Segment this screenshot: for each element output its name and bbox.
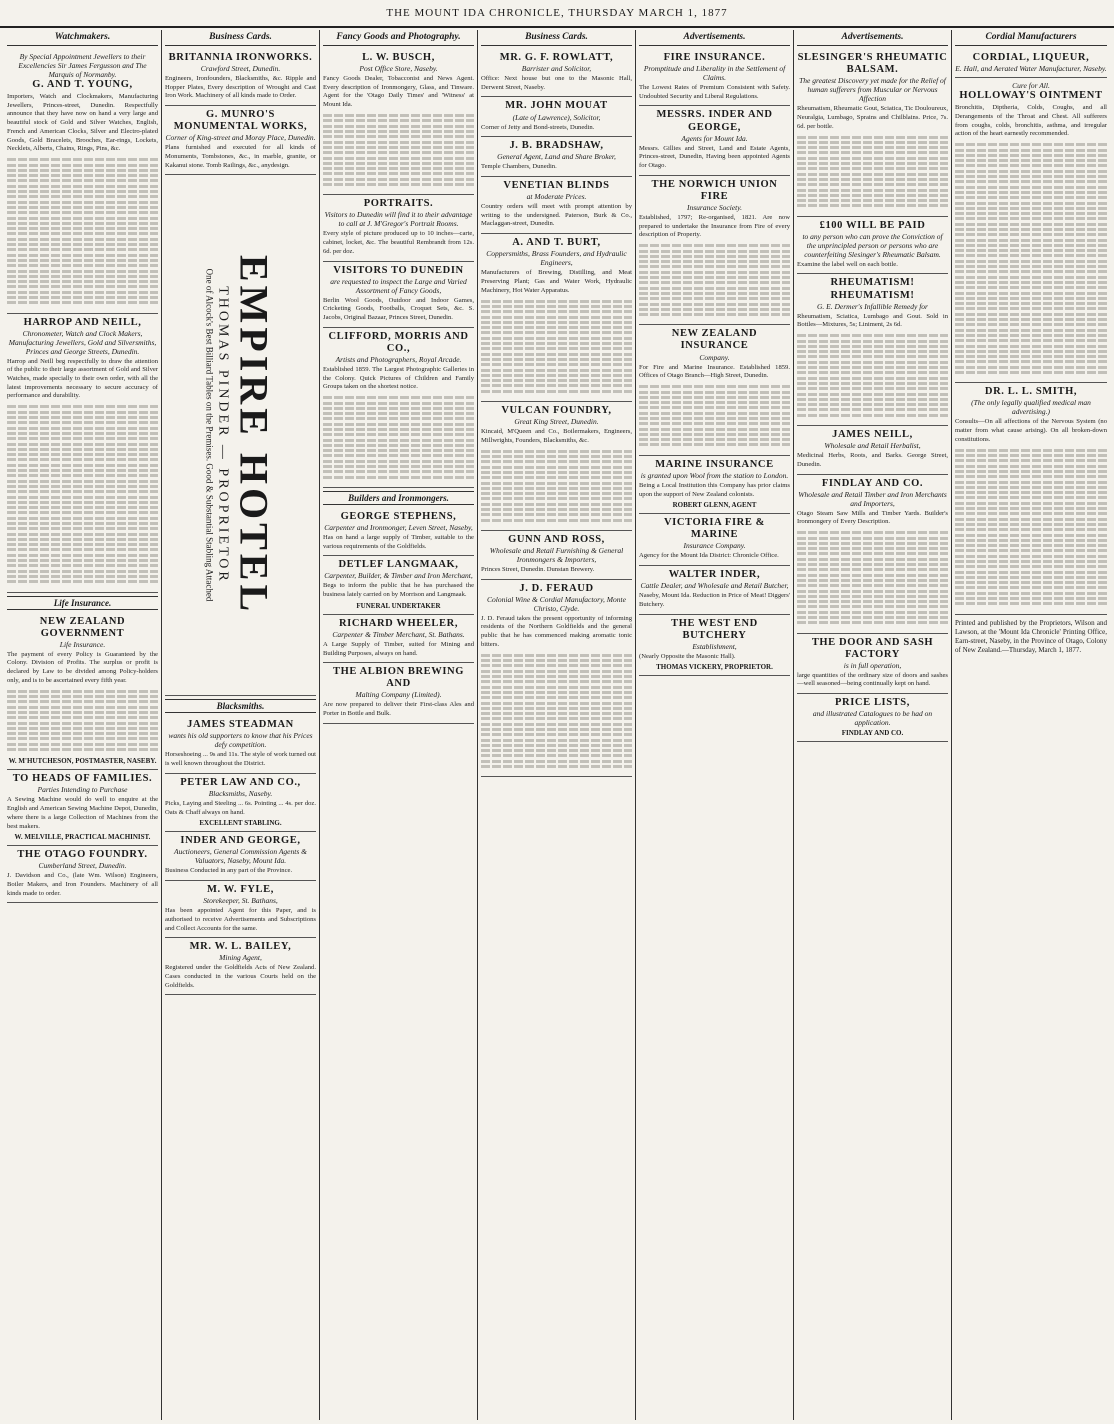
text-lines <box>481 650 632 773</box>
advert-title: RHEUMATISM! RHEUMATISM! <box>830 277 915 301</box>
advert-body: Plans furnished and executed for all kinds of Monuments, Tombstones, &c., in marble, granite, or Kakanui stone. Tomb Railings, &c., anydesign. <box>165 144 316 169</box>
advert-sub: wants his old supporters to know that his Prices defy competition. <box>168 731 313 750</box>
advert-title: PRICE LISTS, <box>835 697 910 709</box>
advert-sub: Mining Agent, <box>219 953 262 963</box>
advert-nz-insurance <box>639 325 790 455</box>
advert-title: CORDIAL, LIQUEUR, <box>972 52 1090 63</box>
advert-sub: is in full operation, <box>843 660 902 670</box>
advert-west-end <box>639 615 790 677</box>
section-label: Blacksmiths. <box>165 699 316 713</box>
column-heading: Cordial Manufacturers <box>955 30 1107 46</box>
advert-title: NEW ZEALAND GOVERNMENT <box>39 615 126 639</box>
advert-sub: Cattle Dealer, and Wholesale and Retail Butcher, <box>640 581 789 591</box>
advert-sub: Crawford Street, Dunedin. <box>200 64 281 74</box>
advert-munro <box>165 106 316 175</box>
advert-body: Princes Street, Dunedin. Dunstan Brewery. <box>481 565 595 573</box>
advert-sub: Malting Company (Limited). <box>355 690 442 700</box>
advert-sub: Establishment, <box>692 641 737 651</box>
advert-body: The payment of every Policy is Guaranteed by the Colony. Division of Profits. The surplus or profit is declared by Law to be divided among Policy-holders only, and is to be ascertained every fifth year. <box>7 650 158 684</box>
advert-bradshaw <box>481 137 632 177</box>
advert-clifford <box>323 328 474 488</box>
advert-norwich <box>639 176 790 326</box>
advert-body: Registered under the Goldfields Acts of New Zealand. Cases conducted in the various Courts held on the Goldfields. <box>165 964 316 989</box>
text-lines <box>7 686 158 756</box>
advert-title: JAMES STEADMAN <box>187 719 294 731</box>
text-lines <box>481 445 632 525</box>
advert-sewing-machine <box>7 770 158 846</box>
advert-sub: Wholesale and Retail Herbalist, <box>824 441 921 451</box>
column-7 <box>952 30 1110 1420</box>
advert-title: RICHARD WHEELER, <box>338 617 459 629</box>
advert-title: G. MUNRO'S MONUMENTAL WORKS, <box>173 109 308 133</box>
advert-albion <box>323 663 474 724</box>
advert-wheeler <box>323 615 474 663</box>
advert-otago-foundry <box>7 846 158 903</box>
advert-sub: Corner of King-street and Moray Place, Dunedin. <box>165 133 316 143</box>
advert-body: Examine the label well on each bottle. <box>797 260 898 268</box>
advert-foot: EXCELLENT STABLING. <box>199 819 282 828</box>
advert-body: Picks, Laying and Steeling ... 6s. Pointing ... 4s. per doz. Oats & Chaff always on hand. <box>165 799 316 816</box>
advert-body: Importers, Watch and Clockmakers, Manufacturing Jewellers, Princes-street, Dunedin. Respectfully announce that they have now on hand a very large and beautiful stock of Gold and Silver Watches, English, French and American Clocks, Silver and Electro-plated Goods, Gold Bracelets, Brooches, Ear-rings, Lockets, Necklets, Alberts, Chains, Rings, Pins, &c. <box>7 93 158 153</box>
advert-sub: Auctioneers, General Commission Agents & Valuators, Naseby, Mount Ida. <box>174 847 307 866</box>
advert-feraud <box>481 580 632 778</box>
advert-sub: Great King Street, Dunedin. <box>514 417 599 427</box>
column-5 <box>636 30 794 1420</box>
advert-body: Harrop and Neill beg respectfully to draw the attention of the public to their large assortment of Gold and Silver Watches, made specially to their own order, with all the latest improvements necessary to secure accuracy of performance and durability. <box>7 357 158 400</box>
advert-title: THE ALBION BREWING AND <box>333 666 464 690</box>
advert-title: MR. G. F. ROWLATT, <box>499 52 614 63</box>
advert-body: Bronchitis, Diptheria, Colds, Coughs, and all Derangements of the Throat and Chest. All sufferers from coughs, colds, bronchitis, asthma, and irregular action of the heart earnestly recommended. <box>955 104 1107 138</box>
advert-sub: The greatest Discovery yet made for the Relief of human sufferers from Muscular or Nervous Affection <box>799 76 946 104</box>
advert-foot: FUNERAL UNDERTAKER <box>356 601 441 610</box>
advert-title: THE NORWICH UNION FIRE <box>651 178 778 202</box>
advert-sub: to any person who can prove the Conviction of the unprincipled person or persons who are counterfeiting Slesinger's Rheumatic Balsam. <box>802 231 943 259</box>
advert-title: JAMES NEILL, <box>832 429 913 441</box>
advert-sub: (Late of Lawrence), Solicitor, <box>512 112 601 122</box>
advert-langmaak <box>323 556 474 614</box>
column-3 <box>320 30 478 1420</box>
column-heading: Advertisements. <box>797 30 948 46</box>
advert-busch <box>323 49 474 195</box>
advert-title: PETER LAW AND CO., <box>180 776 301 788</box>
advert-sub: Wholesale and Retail Furnishing & General Ironmongers & Importers, <box>489 545 624 564</box>
advert-dermer <box>797 274 948 426</box>
text-lines <box>323 392 474 483</box>
advert-body: A Sewing Machine would do well to enquire at the English and American Sewing Machine Depot, Dunedin, where there is a large Collection of Machines from the best makers. <box>7 796 158 830</box>
advert-title: VENETIAN BLINDS <box>503 180 610 191</box>
column-heading: Business Cards. <box>165 30 316 46</box>
advert-body: (Nearly Opposite the Masonic Hall). <box>639 652 736 660</box>
advert-body: Temple Chambers, Dunedin. <box>481 163 557 171</box>
advert-young <box>7 49 158 314</box>
advert-holloway <box>955 78 1107 383</box>
advert-body: For Fire and Marine Insurance. Established 1859. Offices of Otago Branch—High Street, Dunedin. <box>639 363 790 380</box>
advert-title: PORTRAITS. <box>363 198 434 210</box>
text-lines <box>797 527 948 629</box>
advert-body: Berlin Wool Goods, Outdoor and Indoor Games, Cricketing Goods, Footballs, Croquet Sets, &c. S. Jacobs, Original Bazaar, Princes Street, Dunedin. <box>323 296 474 321</box>
text-lines <box>797 131 948 211</box>
advert-britannia <box>165 49 316 106</box>
section-label: Builders and Ironmongers. <box>323 491 474 505</box>
advert-victoria <box>639 514 790 566</box>
advert-body: Has been appointed Agent for this Paper, and is authorised to receive Advertisements and Subscriptions and Collect Accounts for the same. <box>165 907 316 932</box>
advert-foot: THOMAS VICKERY, PROPRIETOR. <box>656 663 773 672</box>
masthead-title: THE MOUNT IDA CHRONICLE, THURSDAY MARCH 1, 1877 <box>386 7 728 19</box>
advert-body: J. D. Feraud takes the present opportunity of informing residents of the Northern Goldfields and the general public that he has commenced making aromatic tonic bitters. <box>481 614 632 648</box>
advert-body: Every style of picture produced up to 10 inches—carte, cabinet, locket, &c. The beautiful Rembrandt from 12s. 6d. per doz. <box>323 230 474 255</box>
advert-title: VICTORIA FIRE & MARINE <box>664 517 765 541</box>
advert-title: MR. W. L. BAILEY, <box>189 941 292 953</box>
advert-body: The Lowest Rates of Premium Consistent with Safety. Undoubted Security and Liberal Regulations. <box>639 84 790 100</box>
advert-sub: Wholesale and Retail Timber and Iron Merchants and Importers, <box>798 489 947 508</box>
advert-sub: Parties Intending to Purchase <box>37 785 128 795</box>
advert-body: Established 1859. The Largest Photographic Galleries in the Colony. Quick Pictures of Children and Family Groups taken on the shortest notice. <box>323 365 474 391</box>
advert-title: G. AND T. YOUNG, <box>32 79 133 90</box>
advert-visitors <box>323 262 474 328</box>
advert-sub: Blacksmiths, Naseby. <box>208 788 273 798</box>
advert-findlay <box>797 475 948 634</box>
advert-sub: By Special Appointment Jewellers to their Excellencies Sir James Fergusson and The Marquis of Normanby. <box>18 52 147 79</box>
advert-sub: Barrister and Solicitor, <box>521 64 592 74</box>
advert-title: THE OTAGO FOUNDRY. <box>17 849 148 861</box>
advert-body: Naseby, Mount Ida. Reduction in Price of Meat! Diggers' Butchery. <box>639 592 790 608</box>
advert-sub: Coppersmiths, Brass Founders, and Hydraulic Engineers, <box>486 249 627 268</box>
advert-portraits <box>323 195 474 261</box>
advert-sub: Promptitude and Liberality in the Settlement of Claims. <box>643 64 786 83</box>
advert-title: FINDLAY AND CO. <box>821 477 924 489</box>
advert-stephens <box>323 508 474 556</box>
advert-title: FIRE INSURANCE. <box>663 52 766 63</box>
advert-foot: W. MELVILLE, PRACTICAL MACHINIST. <box>14 833 151 842</box>
advert-body: large quantities of the ordinary size of doors and sashes—well seasoned—being continually kept on hand. <box>797 671 948 688</box>
advert-marine <box>639 456 790 514</box>
advert-title: J. D. FERAUD <box>519 582 594 594</box>
advert-title: £100 WILL BE PAID <box>819 219 926 231</box>
newspaper-columns <box>4 30 1110 1420</box>
advert-body: Are now prepared to deliver their First-class Ales and Porter in Bottle and Bulk. <box>323 701 474 718</box>
advert-body: A Large Supply of Timber, suited for Mining and Building Purposes, always on hand. <box>323 640 474 657</box>
advert-sub: Insurance Company. <box>683 541 746 551</box>
advert-sub: Insurance Society. <box>687 202 742 212</box>
advert-empire-hotel <box>165 175 316 696</box>
advert-door-sash <box>797 634 948 695</box>
advert-gunn-ross <box>481 531 632 580</box>
advert-sub: Company. <box>699 352 730 362</box>
advert-body: Medicinal Herbs, Roots, and Barks. George Street, Dunedin. <box>797 452 948 468</box>
advert-title: BRITANNIA IRONWORKS. <box>168 52 313 63</box>
advert-body: Has on hand a large supply of Timber, suitable to the various requirements of the Goldfields. <box>323 534 474 550</box>
text-lines <box>323 110 474 190</box>
advert-sub: Colonial Wine & Cordial Manufactory, Monte Christo, Clyde. <box>487 594 626 613</box>
column-heading: Advertisements. <box>639 30 790 46</box>
advert-title: HARROP AND NEILL, <box>23 316 142 328</box>
section-label: Life Insurance. <box>7 596 158 610</box>
advert-title: DETLEF LANGMAAK, <box>338 559 459 571</box>
advert-body: Agency for the Mount Ida District: Chronicle Office. <box>639 552 779 560</box>
text-lines <box>639 381 790 451</box>
text-lines <box>797 330 948 421</box>
advert-sub: Carpenter, Builder, & Timber and Iron Merchant, <box>324 571 473 581</box>
text-lines <box>7 154 158 309</box>
advert-body: Being a Local Institution this Company has prior claims upon the support of New Zealand colonists. <box>639 481 790 498</box>
advert-sub: Life Insurance. <box>59 639 106 649</box>
advert-foot: FINDLAY AND CO. <box>841 729 904 738</box>
advert-title: NEW ZEALAND INSURANCE <box>671 328 758 352</box>
advert-walter-inder <box>639 566 790 614</box>
advert-sub: G. E. Dermer's Infallible Remedy for <box>817 301 928 311</box>
advert-title: MARINE INSURANCE <box>655 458 774 470</box>
advert-title: TO HEADS OF FAMILIES. <box>12 773 153 785</box>
advert-hall-cordial <box>955 49 1107 78</box>
advert-sub: Cure for All. <box>1012 81 1050 91</box>
hotel-details: One of Alcock's Best Billiard Tables on the Premises. Good & Substantial Stabling Attached <box>204 269 214 602</box>
advert-sub: Chronometer, Watch and Clock Makers, Manufacturing Jewellers, Gold and Silversmiths, Princes and George Streets, Dunedin. <box>8 328 157 356</box>
advert-title: GEORGE STEPHENS, <box>340 510 457 522</box>
advert-sub: Post Office Store, Naseby. <box>359 64 438 74</box>
column-6 <box>794 30 952 1420</box>
column-4 <box>478 30 636 1420</box>
advert-sub: at Moderate Prices. <box>526 192 587 202</box>
advert-title: THE DOOR AND SASH FACTORY <box>811 636 934 660</box>
advert-sub: Carpenter & Timber Merchant, St. Bathans. <box>332 629 465 639</box>
masthead <box>0 0 1114 28</box>
advert-title: INDER AND GEORGE, <box>180 835 301 847</box>
advert-body: Fancy Goods Dealer, Tobacconist and News Agent. Every description of Ironmongery, Glass, and Tinware. Agent for the 'Otago Daily Times' and 'Witness' at Mount Ida. <box>323 75 474 109</box>
advert-sub: General Agent, Land and Share Broker, <box>497 152 616 162</box>
advert-sub: Storekeeper, St. Bathans, <box>203 896 278 906</box>
advert-title: A. AND T. BURT, <box>512 237 601 249</box>
advert-sub: is granted upon Wool from the station to London. <box>640 470 789 480</box>
advert-fire-insurance <box>639 49 790 106</box>
advert-body: Manufacturers of Brewing, Distilling, and Meat Preserving Plant; Gas and Water Work, Hydraulic Machinery, Hot Water Apparatus. <box>481 269 632 294</box>
column-heading: Fancy Goods and Photography. <box>323 30 474 46</box>
advert-body: Messrs. Gillies and Street, Land and Estate Agents, Princes-street, Dunedin, Having been appointed Agents for Otago. <box>639 144 790 169</box>
column-heading: Business Cards. <box>481 30 632 46</box>
advert-sub: are requested to inspect the Large and Varied Assortment of Fancy Goods, <box>330 276 467 295</box>
advert-burt <box>481 234 632 402</box>
advert-body: Kincaid, M'Queen and Co., Boilermakers, Engineers, Millwrights, Founders, Blacksmiths, &c. <box>481 428 632 444</box>
advert-harrop <box>7 314 158 593</box>
advert-vulcan <box>481 402 632 531</box>
advert-title: WALTER INDER, <box>668 569 761 581</box>
advert-title: THE WEST END BUTCHERY <box>671 617 758 641</box>
advert-neill <box>797 426 948 474</box>
advert-sub: Artists and Photographers, Royal Arcade. <box>335 354 462 364</box>
advert-title: HOLLOWAY'S OINTMENT <box>959 90 1103 102</box>
advert-body: Corner of Jetty and Bond-streets, Dunedin. <box>481 123 595 131</box>
advert-foot: W. M'HUTCHESON, POSTMASTER, NASEBY. <box>8 757 157 766</box>
advert-foot: ROBERT GLENN, AGENT <box>672 501 757 510</box>
advert-steadman <box>165 716 316 773</box>
printer-imprint: Printed and published by the Proprietors, Wilson and Lawson, at the 'Mount Ida Chronicle' Printing Office, Earn-street, Naseby, in the Province of Otago, Colony of New Zealand.—Thursday, March 1, 1877. <box>955 618 1107 654</box>
advert-title: M. W. FYLE, <box>207 884 274 896</box>
column-1 <box>4 30 162 1420</box>
advert-sub: Agents for Mount Ida. <box>681 133 748 143</box>
advert-body: Rheumatism, Sciatica, Lumbago and Gout. Sold in Bottles—Mixtures, 5s; Liniment, 2s 6d. <box>797 312 948 329</box>
advert-title: VISITORS TO DUNEDIN <box>333 264 464 276</box>
advert-fyle <box>165 881 316 938</box>
advert-body: Consults—On all affections of the Nervous System (no matter from what cause arising). On all broken-down constitutions. <box>955 418 1107 443</box>
advert-inder-george <box>165 832 316 881</box>
text-lines <box>481 295 632 397</box>
column-2 <box>162 30 320 1420</box>
advert-sub: Visitors to Dunedin will find it to their advantage to call at J. M'Gregor's Portrait Rooms. <box>324 210 473 229</box>
advert-price-lists <box>797 694 948 742</box>
advert-sub: Carpenter and Ironmonger, Leven Street, Naseby, <box>324 523 473 533</box>
advert-title: SLESINGER'S RHEUMATIC BALSAM. <box>797 52 948 76</box>
advert-title: VULCAN FOUNDRY, <box>501 404 612 416</box>
advert-body: Horseshoeing ... 9s and 11s. The style of work turned out is well known throughout the District. <box>165 751 316 768</box>
advert-body: Otago Steam Saw Mills and Timber Yards. Builder's Ironmongery of Every Description. <box>797 509 948 526</box>
text-lines <box>639 240 790 320</box>
text-lines <box>955 139 1107 378</box>
advert-venetian <box>481 177 632 234</box>
advert-body: Rheumatism, Rheumatic Gout, Sciatica, Tic Douloureux, Neuralgia, Lumbago, Sprains and Chilblains. Price, 7s. 6d. per bottle. <box>797 105 948 130</box>
advert-body: Office: Next house but one to the Masonic Hall, Derwent Street, Naseby. <box>481 75 632 91</box>
advert-slesinger <box>797 49 948 217</box>
advert-sub: Cumberland Street, Dunedin. <box>38 861 127 871</box>
advert-sub: E. Hall, and Aerated Water Manufacturer, Naseby. <box>955 64 1107 74</box>
advert-title: MESSRS. INDER AND GEORGE, <box>656 109 773 133</box>
advert-nz-government <box>7 613 158 771</box>
rotated-advert <box>204 185 277 685</box>
text-lines <box>955 444 1107 609</box>
advert-title: L. W. BUSCH, <box>362 52 435 63</box>
advert-body: J. Davidson and Co., (late Wm. Wilson) Engineers, Boiler Makers, and Iron Founders. Machinery of all kinds made to order. <box>7 872 158 897</box>
advert-dr-smith <box>955 383 1107 614</box>
hotel-name: EMPIRE HOTEL <box>231 255 276 616</box>
text-lines <box>7 401 158 587</box>
advert-mouat <box>481 97 632 137</box>
advert-rowlatt <box>481 49 632 97</box>
advert-body: Business Conducted in any part of the Province. <box>165 867 293 875</box>
advert-body: Established, 1797; Re-organised, 1821. Are now prepared to undertake the Insurance from Fire of every description of Property. <box>639 213 790 239</box>
advert-title: CLIFFORD, MORRIS AND CO., <box>328 330 469 354</box>
advert-title: MR. JOHN MOUAT <box>505 100 608 112</box>
advert-inder-agents <box>639 106 790 175</box>
advert-title: DR. L. L. SMITH, <box>984 386 1078 398</box>
advert-body: Country orders will meet with prompt attention by writing to the undersigned. Paterson, Burk & Co., Maclaggan-street, Dunedin. <box>481 203 632 228</box>
column-heading: Watchmakers. <box>7 30 158 46</box>
hotel-proprietor: THOMAS PINDER — PROPRIETOR <box>215 286 230 585</box>
advert-title: J. B. BRADSHAW, <box>509 140 604 152</box>
advert-title: GUNN AND ROSS, <box>508 533 605 545</box>
advert-reward <box>797 217 948 275</box>
advert-body: Begs to inform the public that he has purchased the business lately carried on by Morrison and Langmaak. <box>323 582 474 599</box>
advert-bailey <box>165 938 316 995</box>
advert-peter-law <box>165 774 316 832</box>
advert-body: Engineers, Ironfounders, Blacksmiths, &c. Ripple and Hopper Plates, Every description of Wrought and Cast Iron Work. Machinery of all kinds made to Order. <box>165 75 316 100</box>
advert-sub: and illustrated Catalogues to be had on application. <box>812 709 933 728</box>
advert-sub: (The only legally qualified medical man advertising.) <box>971 398 1091 417</box>
